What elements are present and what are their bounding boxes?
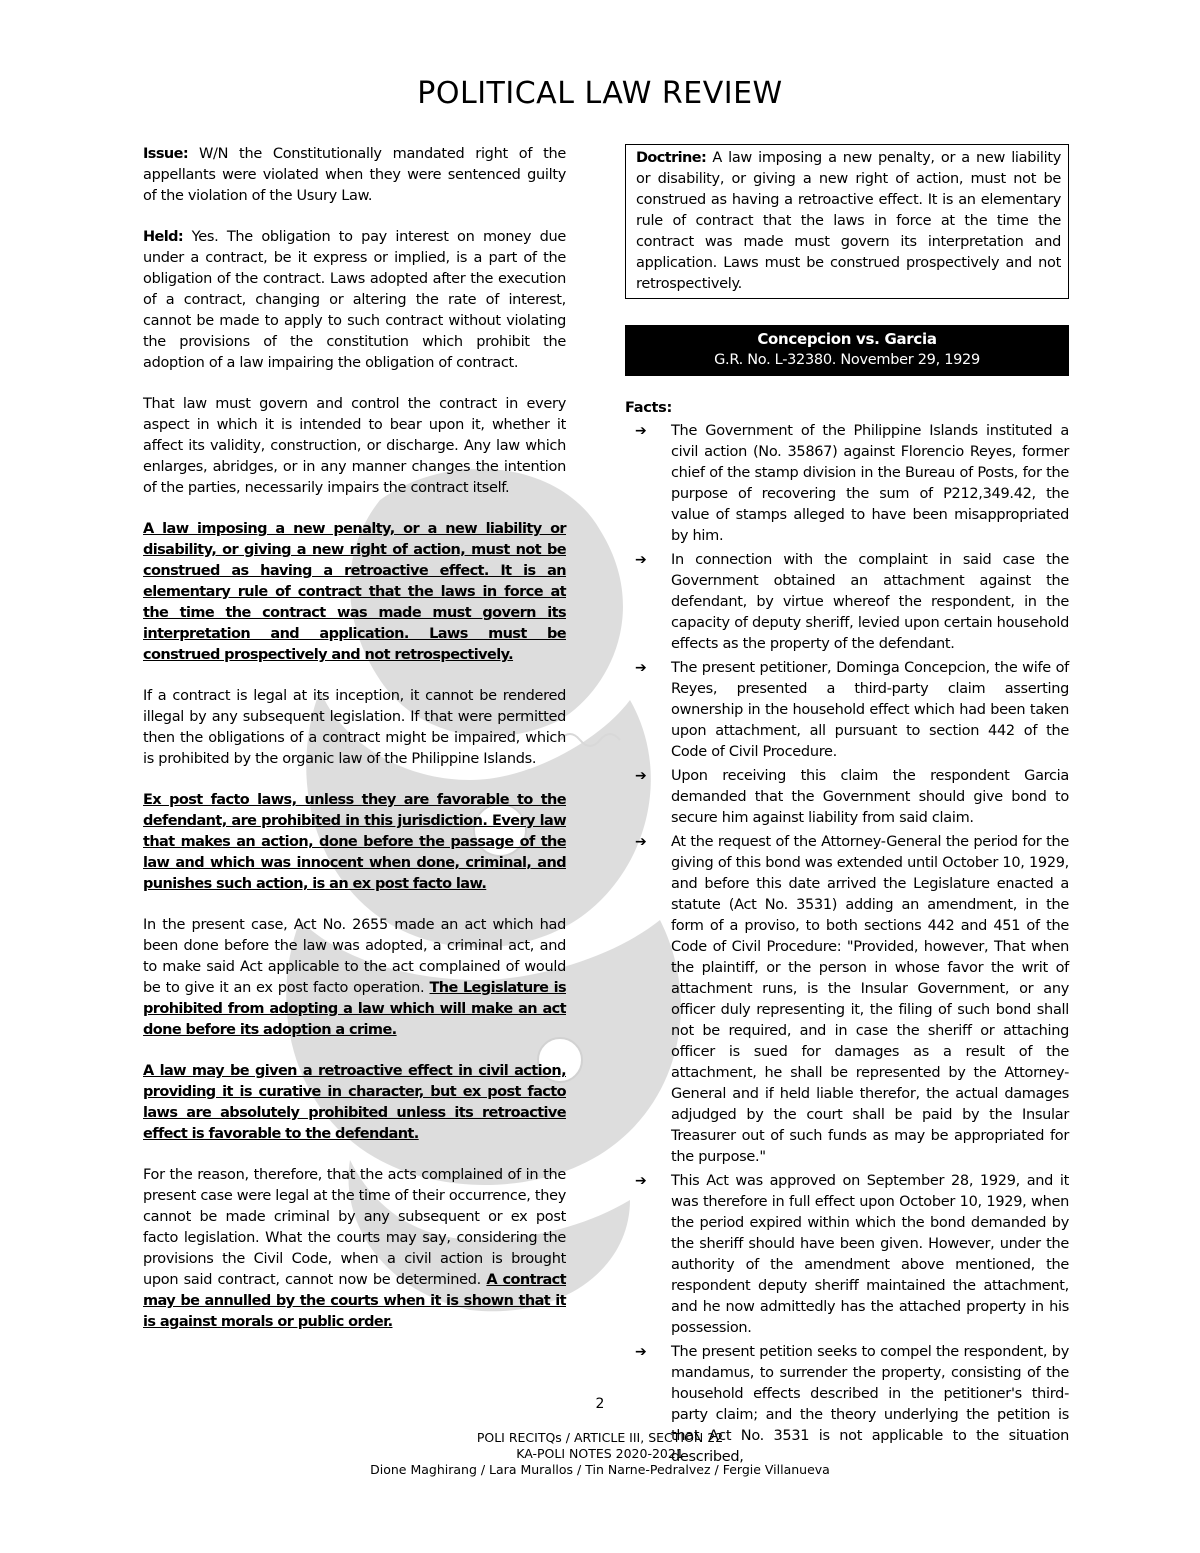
emphasis-annulled: A contract may be annulled by the courts when it is shown that it is against morals or public order. xyxy=(143,1272,567,1330)
paragraph-conclusion xyxy=(143,1165,566,1333)
footer-line-1: POLI RECITQs / ARTICLE III, SECTION 22 xyxy=(476,1430,724,1445)
issue-label: Issue: xyxy=(143,146,189,162)
arrow-bullet-icon: ➔ xyxy=(635,1173,647,1189)
arrow-bullet-icon: ➔ xyxy=(635,552,647,568)
doctrine-box xyxy=(625,144,1069,299)
footer-line-2: KA-POLI NOTES 2020-2021 xyxy=(516,1446,684,1461)
act-2655-text: In the present case, Act No. 2655 made an act which had been done before the law was adopted, a criminal act, and to make said Act applicable to the act complained of would be to give it an ex post facto operation. xyxy=(143,917,566,996)
conclusion-text: For the reason, therefore, that the acts complained of in the present case were legal at the time of their occurrence, they cannot be made criminal by any subsequent or ex post facto legislation. What the courts may say, considering the provisions the Civil Code, when a civil action is brought upon said contract, cannot now be determined. xyxy=(143,1167,566,1288)
left-column xyxy=(143,144,566,1353)
list-item xyxy=(625,421,1069,547)
case-name: Concepcion vs. Garcia xyxy=(757,330,937,348)
arrow-bullet-icon: ➔ xyxy=(635,660,647,676)
arrow-bullet-icon: ➔ xyxy=(635,1344,647,1360)
doctrine-label: Doctrine: xyxy=(636,150,707,166)
fact-text: The present petitioner, Dominga Concepcion, the wife of Reyes, presented a third-party claim asserting ownership in the household effect which had been taken upon attachment, all pursuant to section 442 of the Code of Civil Procedure. xyxy=(671,660,1069,760)
right-column xyxy=(625,144,1069,1471)
doctrine-text: A law imposing a new penalty, or a new liability or disability, or giving a new right of action, must not be construed as having a retroactive effect. It is an elementary rule of contract that the laws in force at the time the contract was made must govern its interpretation and application. Laws must be construed prospectively and not retrospectively. xyxy=(636,150,1061,292)
fact-text: The Government of the Philippine Islands instituted a civil action (No. 35867) against Florencio Reyes, former chief of the stamp division in the Bureau of Posts, for the purpose of recovering the sum of P212,349.42, the value of stamps alleged to have been misappropriated by him. xyxy=(671,423,1069,544)
page-title: POLITICAL LAW REVIEW xyxy=(417,76,783,111)
fact-text: This Act was approved on September 28, 1929, and it was therefore in full effect upon October 10, 1929, when the period expired within which the bond demanded by the sheriff should have been given. However, under the authority of the amendment above mentioned, the respondent deputy sheriff maintained the attachment, and he now admittedly has the attached property in his possession. xyxy=(671,1173,1069,1336)
held-label: Held: xyxy=(143,229,184,245)
list-item xyxy=(625,1171,1069,1339)
emphasis-civil-action: A law may be given a retroactive effect in civil action, providing it is curative in character, but ex post facto laws are absolutely prohibited unless its retroactive effect is favorable to the defendant. xyxy=(143,1063,566,1142)
case-number: G.R. No. L-32380. November 29, 1929 xyxy=(714,352,980,368)
fact-text: The present petition seeks to compel the respondent, by mandamus, to surrender the property, consisting of the household effects described in the petitioner's third-party claim; and the theory underlying the petition is that Act No. 3531 is not applicable to the situation described, xyxy=(671,1344,1069,1465)
list-item xyxy=(625,832,1069,1168)
emphasis-retroactive: A law imposing a new penalty, or a new liability or disability, or giving a new right of action, must not be construed as having a retroactive effect. It is an elementary rule of contract that the laws in force at the time the contract was made must govern its interpretation and application. Laws must be construed prospectively and not retrospectively. xyxy=(143,521,566,663)
issue-paragraph xyxy=(143,144,566,207)
arrow-bullet-icon: ➔ xyxy=(635,768,647,784)
held-paragraph xyxy=(143,227,566,374)
paragraph-act-2655 xyxy=(143,915,566,1041)
issue-text: W/N the Constitutionally mandated right of the appellants were violated when they were sentenced guilty of the violation of the Usury Law. xyxy=(143,146,566,204)
footer xyxy=(0,1430,1200,1478)
case-banner xyxy=(625,325,1069,376)
fact-text: At the request of the Attorney-General the period for the giving of this bond was extended until October 10, 1929, and before this date arrived the Legislature enacted a statute (Act No. 3531) adding an amendment, in the form of a proviso, to both sections 442 and 451 of the Code of Civil Procedure: "Provided, however, That when the plaintiff, or the person in whose favor the writ of attachment runs, is the Insular Government, or any officer duly representing it, the filing of such bond shall not be required, and in case the sheriff or attaching officer is sued for damages as a result of the attachment, he shall be represented by the Attorney-General and if held liable therefor, the actual damages adjudged by the court shall be paid by the Insular Treasurer out of such funds as may be appropriated for the purpose." xyxy=(671,834,1069,1165)
emphasis-legislature: The Legislature is prohibited from adopting a law which will make an act done before its adoption a crime. xyxy=(143,980,566,1038)
arrow-bullet-icon: ➔ xyxy=(635,423,647,439)
paragraph-legal-inception: If a contract is legal at its inception, it cannot be rendered illegal by any subsequent legislation. If that were permitted then the obligations of a contract might be impaired, which is prohibited by the organic law of the Philippine Islands. xyxy=(143,688,566,767)
page-number: 2 xyxy=(595,1396,605,1412)
list-item xyxy=(625,658,1069,763)
footer-line-3: Dione Maghirang / Lara Murallos / Tin Narne-Pedralvez / Fergie Villanueva xyxy=(370,1462,830,1477)
list-item xyxy=(625,550,1069,655)
list-item xyxy=(625,766,1069,829)
fact-text: Upon receiving this claim the respondent Garcia demanded that the Government should give bond to secure him against liability from said claim. xyxy=(671,768,1069,826)
paragraph-law-govern: That law must govern and control the contract in every aspect in which it is intended to bear upon it, whether it affect its validity, construction, or discharge. Any law which enlarges, abridges, or in any manner changes the intention of the parties, necessarily impairs the contract itself. xyxy=(143,396,566,496)
facts-list xyxy=(625,421,1069,1468)
fact-text: In connection with the complaint in said case the Government obtained an attachment against the defendant, by virtue whereof the respondent, in the capacity of deputy sheriff, levied upon certain household effects as the property of the defendant. xyxy=(671,552,1069,652)
held-text: Yes. The obligation to pay interest on money due under a contract, be it express or implied, is a part of the obligation of the contract. Laws adopted after the execution of a contract, changing or altering the rate of interest, cannot be made to apply to such contract without violating the provisions of the constitution which prohibit the adoption of a law impairing the obligation of contract. xyxy=(143,229,566,371)
emphasis-ex-post-facto: Ex post facto laws, unless they are favorable to the defendant, are prohibited in this jurisdiction. Every law that makes an action, done before the passage of the law and which was innocent when done, criminal, and punishes such action, is an ex post facto law. xyxy=(143,792,566,892)
arrow-bullet-icon: ➔ xyxy=(635,834,647,850)
facts-label: Facts: xyxy=(625,400,672,416)
